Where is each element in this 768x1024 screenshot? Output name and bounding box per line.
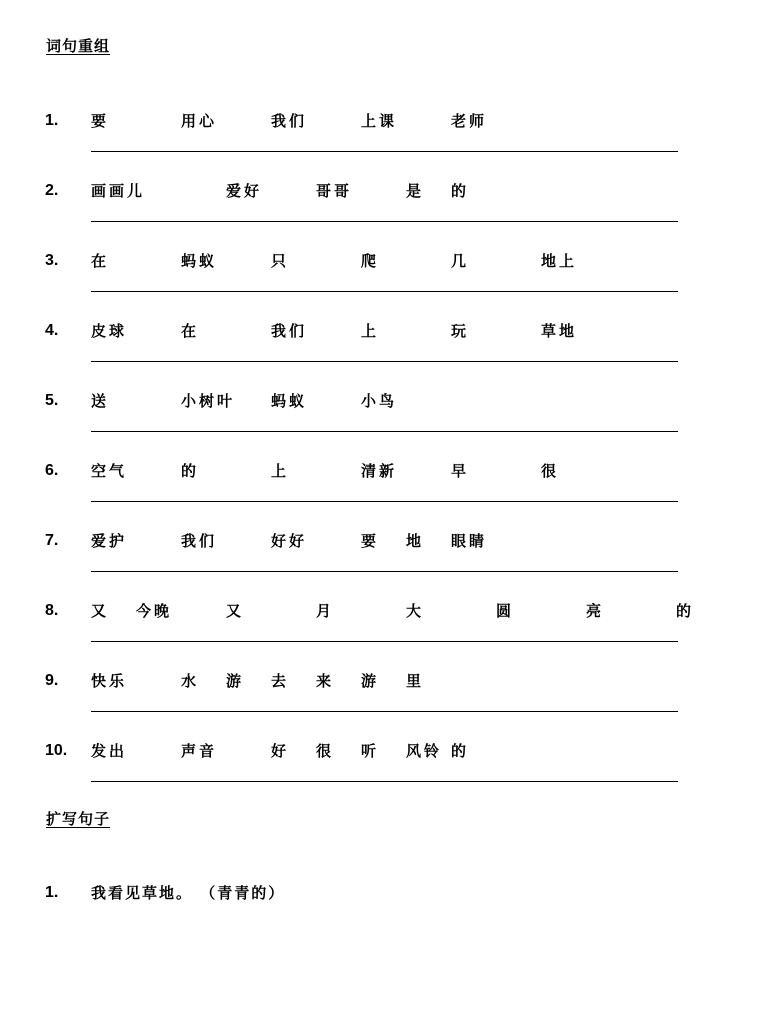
word-token: 眼睛 (451, 532, 488, 550)
word-token: 清新 (361, 462, 398, 480)
word-token: 上课 (361, 112, 398, 130)
word-token: 好好 (271, 532, 308, 550)
word-token: 早 (451, 462, 470, 480)
question-number: 8. (45, 602, 59, 619)
word-token: 草地 (541, 322, 578, 340)
question-number: 1. (45, 884, 59, 901)
answer-line (91, 431, 678, 432)
question-number: 6. (45, 462, 59, 479)
reorder-question-3 (0, 251, 768, 321)
reorder-question-5 (0, 391, 768, 461)
word-token: 的 (451, 742, 470, 760)
word-token: 爬 (361, 252, 380, 270)
word-token: 游 (361, 672, 380, 690)
word-token: 是 (406, 182, 425, 200)
question-number: 7. (45, 532, 59, 549)
word-token: 来 (316, 672, 335, 690)
question-number: 3. (45, 252, 59, 269)
word-token: 里 (406, 672, 425, 690)
section-title-sentence-expansion: 扩写句子 (46, 810, 111, 828)
word-token: 小树叶 (181, 392, 236, 410)
answer-line (91, 221, 678, 222)
question-number: 1. (45, 112, 59, 129)
word-token: 很 (541, 462, 560, 480)
word-token: 发出 (91, 742, 128, 760)
word-token: 我们 (181, 532, 218, 550)
word-token: 地上 (541, 252, 578, 270)
word-token: 又 (226, 602, 245, 620)
word-token: 很 (316, 742, 335, 760)
word-token: 哥哥 (316, 182, 353, 200)
question-number: 9. (45, 672, 59, 689)
answer-line (91, 571, 678, 572)
reorder-question-10 (0, 741, 768, 811)
question-number: 5. (45, 392, 59, 409)
answer-line (91, 291, 678, 292)
word-token: 又 (91, 602, 110, 620)
answer-line (91, 781, 678, 782)
word-token: 地 (406, 532, 425, 550)
expansion-question-1 (0, 883, 768, 905)
word-token: 上 (361, 322, 380, 340)
word-token: 上 (271, 462, 290, 480)
word-token: 爱护 (91, 532, 128, 550)
word-token: 在 (91, 252, 110, 270)
question-number: 2. (45, 182, 59, 199)
reorder-question-2 (0, 181, 768, 251)
word-token: 我们 (271, 322, 308, 340)
word-token: 玩 (451, 322, 470, 340)
word-token: 风铃 (406, 742, 443, 760)
reorder-question-6 (0, 461, 768, 531)
reorder-question-7 (0, 531, 768, 601)
word-token: 的 (181, 462, 200, 480)
reorder-question-1 (0, 111, 768, 181)
word-token: 大 (406, 602, 425, 620)
word-token: 今晚 (136, 602, 173, 620)
word-token: 要 (91, 112, 110, 130)
word-token: 蚂蚁 (181, 252, 218, 270)
word-token: 画画儿 (91, 182, 146, 200)
word-token: 空气 (91, 462, 128, 480)
answer-line (91, 361, 678, 362)
word-token: 在 (181, 322, 200, 340)
word-token: 游 (226, 672, 245, 690)
expansion-sentence: 我看见草地。 （青青的） (91, 884, 286, 902)
word-token: 声音 (181, 742, 218, 760)
word-token: 小鸟 (361, 392, 398, 410)
word-token: 只 (271, 252, 290, 270)
word-token: 几 (451, 252, 470, 270)
word-token: 水 (181, 672, 200, 690)
word-token: 爱好 (226, 182, 263, 200)
section-title-sentence-reorder: 词句重组 (46, 37, 111, 55)
word-token: 好 (271, 742, 290, 760)
word-token: 的 (451, 182, 470, 200)
answer-line (91, 641, 678, 642)
word-token: 送 (91, 392, 110, 410)
answer-line (91, 151, 678, 152)
answer-line (91, 711, 678, 712)
word-token: 要 (361, 532, 380, 550)
word-token: 用心 (181, 112, 218, 130)
word-token: 快乐 (91, 672, 128, 690)
reorder-question-8 (0, 601, 768, 671)
word-token: 皮球 (91, 322, 128, 340)
question-number: 4. (45, 322, 59, 339)
word-token: 亮 (586, 602, 605, 620)
word-token: 听 (361, 742, 380, 760)
word-token: 老师 (451, 112, 488, 130)
word-token: 的 (676, 602, 695, 620)
word-token: 我们 (271, 112, 308, 130)
reorder-question-9 (0, 671, 768, 741)
word-token: 去 (271, 672, 290, 690)
word-token: 蚂蚁 (271, 392, 308, 410)
answer-line (91, 501, 678, 502)
question-number: 10. (45, 742, 68, 759)
reorder-question-4 (0, 321, 768, 391)
word-token: 圆 (496, 602, 515, 620)
word-token: 月 (316, 602, 335, 620)
